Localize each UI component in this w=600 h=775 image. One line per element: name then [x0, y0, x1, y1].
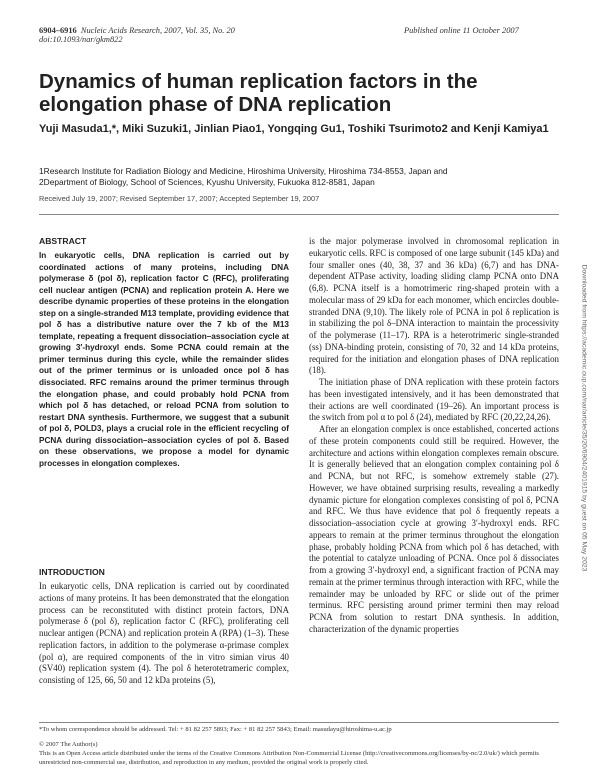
author-list: Yuji Masuda1,*, Miki Suzuki1, Jinlian Piao1, Yongqing Gu1, Toshiki Tsurimoto2 and Kenji Kamiya1 — [39, 123, 549, 135]
affiliation-2: 2Department of Biology, School of Sciences, Kyushu University, Fukuoka 812-8581, Japan — [39, 177, 375, 187]
download-watermark: Downloaded from https://academic.oup.com/nar/article/35/20/6904/2401915 by guest on 05 May 2023 — [580, 264, 588, 572]
right-column — [309, 236, 559, 636]
article-title: Dynamics of human replication factors in the elongation phase of DNA replication — [39, 70, 478, 116]
abstract-text: In eukaryotic cells, DNA replication is carried out by coordinated actions of many proteins, including DNA polymerase δ (pol δ), replication factor C (RFC), proliferating cell nuclear antigen (PCNA) and replication protein A. Here we describe dynamic properties of these proteins in the elongation step on a single-stranded M13 template, providing evidence that pol δ has a distributive nature over the 7 kb of the M13 template, repeating a frequent dissociation–association cycle at growing 3′-hydroxyl ends. Some PCNA could remain at the primer terminus during this cycle, while the remainder slides out of the primer terminus or is unloaded once pol δ has dissociated. RFC remains around the primer terminus through the elongation phase, and could probably hold PCNA from which pol δ has detached, or reload PCNA from solution to restart DNA synthesis. Furthermore, we suggest that a subunit of pol δ, POLD3, plays a crucial role in the efficient recycling of PCNA during dissociation–association cycles of pol δ. Based on these observations, we propose a model for dynamic processes in elongation complexes. — [39, 251, 289, 468]
copyright-note: © 2007 The Author(s) — [39, 741, 98, 748]
doi: doi:10.1093/nar/gkm822 — [39, 35, 123, 44]
divider — [39, 214, 559, 215]
page-range: 6904–6916 — [39, 26, 77, 35]
received-dates: Received July 19, 2007; Revised September 17, 2007; Accepted September 19, 2007 — [39, 194, 320, 203]
intro-paragraph: In eukaryotic cells, DNA replication is carried out by coordinated actions of many proteins. It has been demonstrated that the elongation process can be reconstituted with distinct protein factors, DNA polymerase δ (pol δ), replication factor C (RFC), proliferating cell nuclear antigen (PCNA) and replication protein A (RPA) (1–3). These replication factors, in addition to the polymerase α-primase complex (pol α), are required components of the in vitro simian virus 40 (SV40) replication system (4). The pol δ heterotetrameric complex, consisting of 125, 66, 50 and 12 kDa proteins (5), — [39, 581, 289, 685]
right-paragraph-1: is the major polymerase involved in chromosomal replication in eukaryotic cells. RFC is composed of one large subunit (145 kDa) and four smaller ones (40, 38, 37 and 36 kDa) (6,7) and has DNA-dependent ATPase activity, loading sliding clamp PCNA onto DNA (6,8). PCNA itself is a homotrimeric ring-shaped protein with a molecular mass of 29 kDa for each monomer, which encircles double-stranded DNA (9,10). The likely role of PCNA in pol δ replication is in stabilizing the pol δ–DNA interaction to maintain the processivity of the polymerase (11–17). RPA is a heterotrimeric single-stranded (ss) DNA-binding protein, consisting of 70, 32 and 14 kDa proteins, required for the initiation and elongation phases of DNA replication (18). — [309, 236, 559, 376]
introduction-heading: INTRODUCTION — [39, 567, 105, 577]
published-date: Published online 11 October 2007 — [404, 26, 519, 35]
footnote-divider — [39, 722, 559, 723]
license-note: This is an Open Access article distributed under the terms of the Creative Commons Attribution Non-Commercial License (http://creativecommons.org/licenses/by-nc/2.0/uk/) which permits unrestricted non-commercial use, distribution, and reproduction in any medium, provided the original work is properly cited. — [39, 750, 539, 766]
correspondence-note: *To whom correspondence should be addressed. Tel: + 81 82 257 5893; Fax: + 81 82 257 5843; Email: masudayu@hiroshima-u.ac.jp — [39, 726, 392, 733]
right-paragraph-2: The initiation phase of DNA replication with these protein factors has been investigated intensively, and it has been demonstrated that their actions are well coordinated (19–26). An important process is the switch from pol α to pol δ (24), mediated by RFC (20,22,24,26). — [309, 377, 559, 423]
abstract-heading: ABSTRACT — [39, 236, 87, 246]
right-paragraph-3: After an elongation complex is once established, concerted actions of these protein components could still be required. However, the architecture and actions within elongation complexes remain obscure. It is generally believed that an elongation complex containing pol δ and PCNA, but not RFC, is somehow extremely stable (27). However, we have obtained surprising results, revealing a markedly dynamic picture for elongation complexes consisting of pol δ, PCNA and RFC. We thus have evidence that pol δ frequently repeats a dissociation–association cycle at growing 3′-hydroxyl ends. RFC appears to remain at the primer terminus throughout the elongation phase, probably holding PCNA from which pol δ has detached, with the potential to catalyze unloading of PCNA. Once pol δ dissociates from a growing 3′-hydroxyl end, a significant fraction of PCNA may remain at the primer terminus through interaction with RFC, while the remainder may be unloaded by RFC or slide out of the primer terminus. RFC persisting around primer termini then may reload PCNA from solution to restart DNA synthesis. In addition, characterization of the dynamic properties — [309, 424, 559, 634]
intro-left-column — [39, 581, 289, 687]
journal-citation: Nucleic Acids Research, 2007, Vol. 35, No. 20 — [80, 26, 235, 35]
journal-header — [39, 26, 235, 44]
affiliation-1: 1Research Institute for Radiation Biology and Medicine, Hiroshima University, Hiroshima 734-8553, Japan and — [39, 166, 448, 176]
